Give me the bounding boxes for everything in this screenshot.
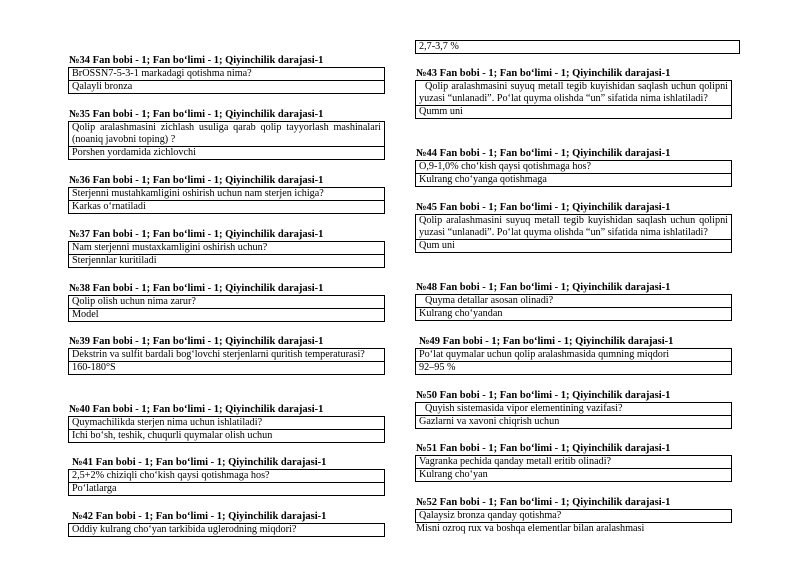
question-text: BrOSSN7-5-3-1 markadagi qotishma nima?: [68, 67, 385, 81]
question-text: Poʻlat quymalar uchun qolip aralashmasida qumning miqdori: [415, 348, 732, 362]
question-block-43: [415, 68, 732, 119]
question-header: №42 Fan bobi - 1; Fan boʻlimi - 1; Qiyinchilik darajasi-1: [72, 511, 327, 522]
question-header: №37 Fan bobi - 1; Fan boʻlimi - 1; Qiyinchilik darajasi-1: [69, 229, 324, 240]
question-header: №51 Fan bobi - 1; Fan boʻlimi - 1; Qiyinchilik darajasi-1: [416, 443, 671, 454]
question-header: №39 Fan bobi - 1; Fan boʻlimi - 1; Qiyinchilik darajasi-1: [69, 336, 324, 347]
question-header: №35 Fan bobi - 1; Fan boʻlimi - 1; Qiyinchilik darajasi-1: [69, 109, 324, 120]
question-block-49: [415, 336, 732, 375]
question-header: №41 Fan bobi - 1; Fan boʻlimi - 1; Qiyinchilik darajasi-1: [72, 457, 327, 468]
question-text: Nam sterjenni mustaxkamligini oshirish uchun?: [68, 241, 385, 255]
question-block-40: [68, 404, 385, 443]
question-text: Dekstrin va sulfit bardali bogʻlovchi sterjenlarni quritish temperaturasi?: [68, 348, 385, 362]
answer-text: Model: [68, 309, 385, 322]
question-text: Sterjenni mustahkamligini oshirish uchun nam sterjen ichiga?: [68, 187, 385, 201]
answer-text: Qalayli bronza: [68, 81, 385, 94]
question-block-38: [68, 283, 385, 322]
question-block-36: [68, 175, 385, 214]
question-block-39: [68, 336, 385, 375]
answer-text: 92–95 %: [415, 362, 732, 375]
answer-text: Porshen yordamida zichlovchi: [68, 147, 385, 160]
question-text: Quyish sistemasida vipor elementining vazifasi?: [415, 402, 732, 416]
question-header: №52 Fan bobi - 1; Fan boʻlimi - 1; Qiyinchilik darajasi-1: [416, 497, 671, 508]
answer-text: Karkas oʻrnatiladi: [68, 201, 385, 214]
question-header: №40 Fan bobi - 1; Fan boʻlimi - 1; Qiyinchilik darajasi-1: [69, 404, 324, 415]
question-text: Qalaysiz bronza qanday qotishma?: [415, 509, 732, 523]
question-block-51: [415, 443, 732, 482]
question-text: Qolip aralashmasini suyuq metall tegib kuyishidan saqlash uchun qolipni yuzasi “unlanadi”. Poʻlat quyma olishda “un” sifatida nima ishlatiladi?: [415, 214, 732, 240]
question-text: Quyma detallar asosan olinadi?: [415, 294, 732, 308]
answer-text: Qumm uni: [415, 106, 732, 119]
question-block-42: [68, 511, 385, 537]
question-text: Qolip aralashmasini zichlash usuliga qarab qolip tayyorlash mashinalari (noaniq javobni toping) ?: [68, 121, 385, 147]
answer-text: Misni ozroq rux va boshqa elementlar bilan aralashmasi: [416, 523, 645, 534]
answer-text: Kulrang choʻyandan: [415, 308, 732, 321]
answer-text: Kulrang choʻyan: [415, 469, 732, 482]
question-block-50: [415, 390, 732, 429]
answer-text: Qum uni: [415, 240, 732, 253]
answer-text: Ichi boʻsh, teshik, chuqurli quymalar olish uchun: [68, 430, 385, 443]
question-text: Qolip olish uchun nima zarur?: [68, 295, 385, 309]
answer-text: Gazlarni va xavoni chiqrish uchun: [415, 416, 732, 429]
question-text: Quymachilikda sterjen nima uchun ishlatiladi?: [68, 416, 385, 430]
question-block-37: [68, 229, 385, 268]
question-block-48: [415, 282, 732, 321]
question-block-34: [68, 55, 385, 94]
question-text: Qolip aralashmasini suyuq metall tegib kuyishidan saqlash uchun qolipni yuzasi “unlanadi”. Poʻlat quyma olishda “un” sifatida nima ishlatiladi?: [415, 80, 732, 106]
question-text: O,9-1,0% choʻkish qaysi qotishmaga hos?: [415, 160, 732, 174]
answer-text: Poʻlatlarga: [68, 483, 385, 496]
question-block-52: [415, 497, 732, 535]
question-header: №36 Fan bobi - 1; Fan boʻlimi - 1; Qiyinchilik darajasi-1: [69, 175, 324, 186]
question-header: №43 Fan bobi - 1; Fan boʻlimi - 1; Qiyinchilik darajasi-1: [416, 68, 671, 79]
question-header: №50 Fan bobi - 1; Fan boʻlimi - 1; Qiyinchilik darajasi-1: [416, 390, 671, 401]
answer-text: 160-180°S: [68, 362, 385, 375]
question-header: №38 Fan bobi - 1; Fan boʻlimi - 1; Qiyinchilik darajasi-1: [69, 283, 324, 294]
answer-text: Kulrang choʻyanga qotishmaga: [415, 174, 732, 187]
answer-text: Sterjennlar kuritiladi: [68, 255, 385, 268]
question-block-41: [68, 457, 385, 496]
question-header: №45 Fan bobi - 1; Fan boʻlimi - 1; Qiyinchilik darajasi-1: [416, 202, 671, 213]
question-text: Vagranka pechida qanday metall eritib olinadi?: [415, 455, 732, 469]
question-text: 2,5+2% chiziqli choʻkish qaysi qotishmaga hos?: [68, 469, 385, 483]
question-header: №48 Fan bobi - 1; Fan boʻlimi - 1; Qiyinchilik darajasi-1: [416, 282, 671, 293]
question-text: Oddiy kulrang choʻyan tarkibida uglerodning miqdori?: [68, 523, 385, 537]
question-block-44: [415, 148, 732, 187]
question-header: №34 Fan bobi - 1; Fan boʻlimi - 1; Qiyinchilik darajasi-1: [69, 55, 324, 66]
question-header: №44 Fan bobi - 1; Fan boʻlimi - 1; Qiyinchilik darajasi-1: [416, 148, 671, 159]
question-block-45: [415, 202, 732, 253]
question-block-35: [68, 109, 385, 160]
answer-text-continued: 2,7-3,7 %: [415, 40, 740, 54]
question-header: №49 Fan bobi - 1; Fan boʻlimi - 1; Qiyinchilik darajasi-1: [419, 336, 674, 347]
